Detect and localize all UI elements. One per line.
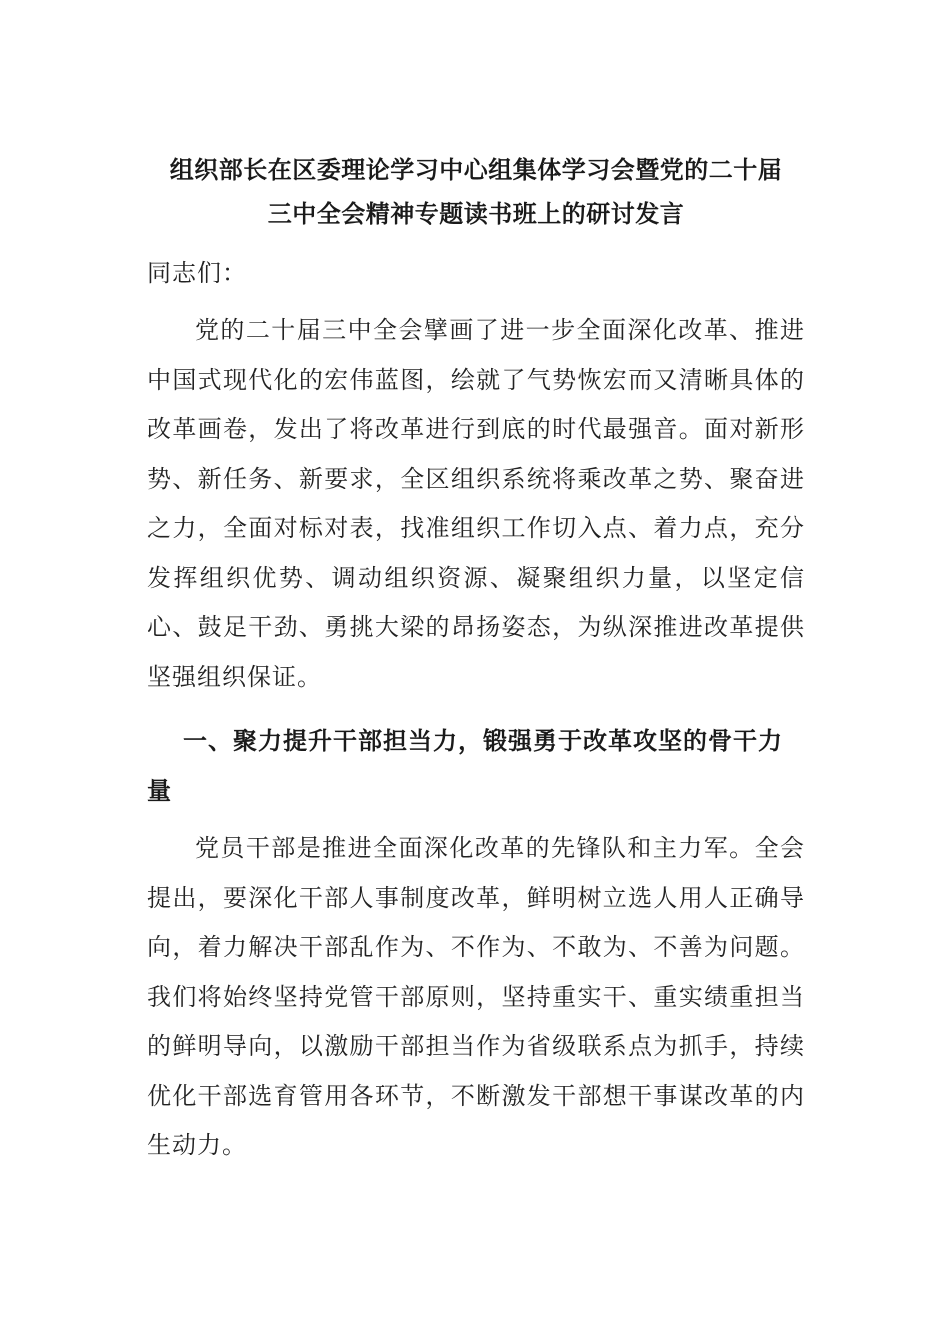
title-line-2: 三中全会精神专题读书班上的研讨发言	[267, 200, 685, 228]
intro-paragraph: 党的二十届三中全会擘画了进一步全面深化改革、推进中国式现代化的宏伟蓝图，绘就了气势恢宏而又清晰具体的改革画卷，发出了将改革进行到底的时代最强音。面对新形势、新任务、新要求，全区组织系统将乘改革之势、聚奋进之力，全面对标对表，找准组织工作切入点、着力点，充分发挥组织优势、调动组织资源、凝聚组织力量，以坚定信心、鼓足干劲、勇挑大梁的昂扬姿态，为纵深推进改革提供坚强组织保证。	[147, 316, 805, 691]
section-heading-1: 一、聚力提升干部担当力，锻强勇于改革攻坚的骨干力量	[147, 727, 783, 805]
document-page	[147, 148, 805, 1171]
title-line-1: 组织部长在区委理论学习中心组集体学习会暨党的二十届	[169, 156, 783, 184]
document-title	[147, 148, 805, 236]
salutation: 同志们：	[147, 259, 247, 287]
section-1-paragraph: 党员干部是推进全面深化改革的先锋队和主力军。全会提出，要深化干部人事制度改革，鲜明树立选人用人正确导向，着力解决干部乱作为、不作为、不敢为、不善为问题。我们将始终坚持党管干部原则，坚持重实干、重实绩重担当的鲜明导向，以激励干部担当作为省级联系点为抓手，持续优化干部选育管用各环节，不断激发干部想干事谋改革的内生动力。	[147, 834, 805, 1159]
